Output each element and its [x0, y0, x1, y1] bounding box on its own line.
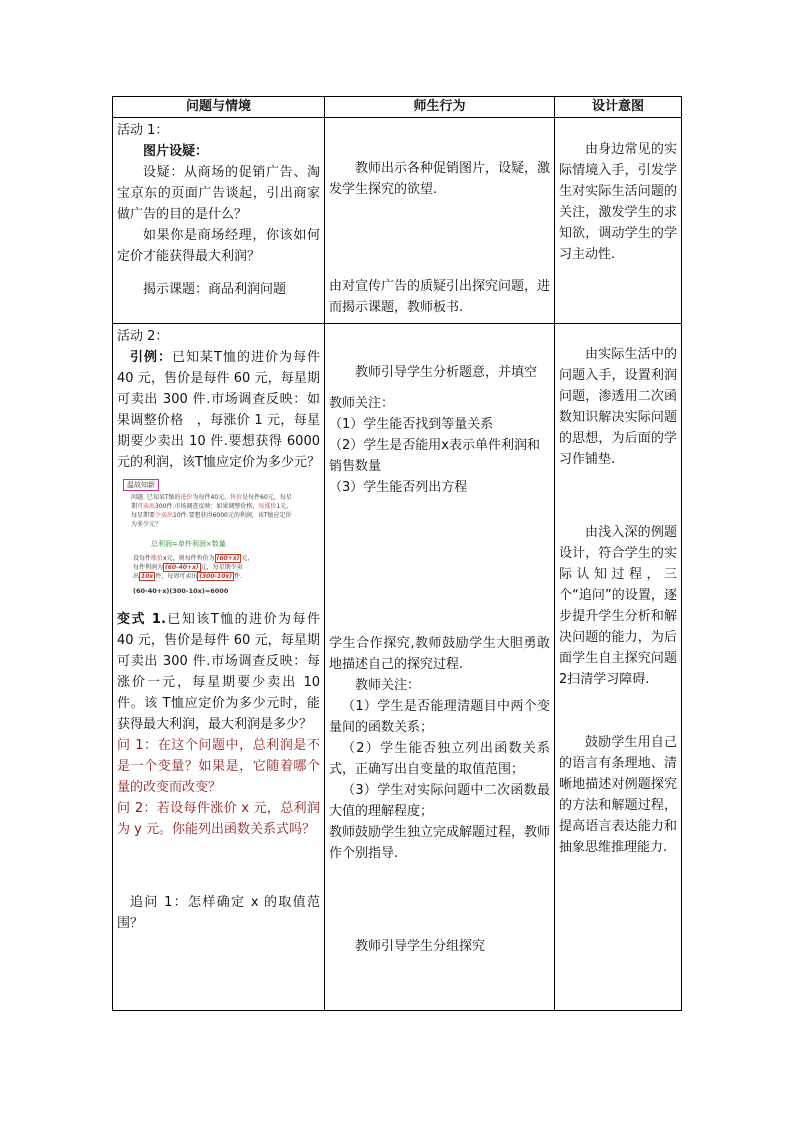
teacher-focus-label-2: 教师关注：	[355, 678, 421, 693]
table-row-activity-2	[113, 324, 682, 1011]
variant-text: 已知该T恤的进价为每件 40 元，售价是每件 60 元，每星期可卖出 300 件.市场调查反映：每涨价一元，每星期要少卖出 10 件。该 T恤应定价为多少元时，能获得最大利润，最大利润是多少？	[117, 612, 320, 732]
teacher-solo-guidance: 教师鼓励学生独立完成解题过程，教师作个别指导.	[329, 825, 551, 861]
activity-1-question-1: 设疑：从商场的促销广告、淘宝京东的页面广告谈起，引出商家做广告的目的是什么？	[117, 165, 320, 222]
activity-2-problem-cell	[113, 324, 325, 1011]
slide-line-4: (60-40+x)(300-10x)=6000	[133, 587, 229, 595]
slide-line-2: 每件利润为 (60-40+x) 元，每星期少卖	[133, 564, 243, 571]
teacher-guide-text: 教师引导学生分析题意，并填空	[355, 365, 538, 380]
activity-2-title: 活动 2：	[117, 329, 169, 344]
activity-1-intent: 由身边常见的实际情境入手，引发学生对实际生活问题的关注，激发学生的求知欲，调动学生的学习主动性.	[559, 142, 677, 262]
variant-label: 变式 1.	[117, 612, 166, 627]
activity-2-intent-2: 由浅入深的例题设计，符合学生的实际认知过程，三个“追问”的设置，逐步提升学生分析和解决问题的能力，为后面学生自主探究问题2扫清学习障碍.	[559, 525, 677, 687]
slide-tag: 温故知新	[123, 479, 159, 491]
activity-1-teacher-text-1: 教师出示各种促销图片，设疑，激发学生探究的欲望.	[329, 161, 551, 197]
activity-1-subtitle: 图片设疑：	[143, 144, 209, 159]
teacher-group-guidance: 教师引导学生分组探究	[355, 939, 486, 954]
table-header-row	[113, 97, 682, 118]
focus-point-q3: （3）学生对实际问题中二次函数最大值的理解程度；	[329, 783, 550, 819]
review-slide-image	[121, 479, 297, 605]
header-problem-context: 问题与情境	[113, 97, 325, 118]
slide-line-3: 出 10x 件，每周可卖出 (300-10x) 件.	[133, 573, 242, 580]
lesson-plan-table	[112, 96, 682, 1011]
slide-equation: 总利润=单件利润×数量	[151, 540, 226, 548]
focus-point-1: （1）学生能否找到等量关系	[329, 417, 494, 432]
focus-point-2: （2）学生是否能用x表示单件利润和销售数量	[329, 438, 540, 474]
activity-2-intent-3: 鼓励学生用自己的语言有条理地、清晰地描述对例题探究的方法和解题过程，提高语言表达能力和抽象思维推理能力.	[559, 735, 677, 855]
activity-1-question-2: 如果你是商场经理，你该如何定价才能获得最大利润？	[117, 228, 320, 264]
activity-2-intent-cell	[555, 324, 682, 1011]
question-1: 问 1：在这个问题中，总利润是不是一个变量？如果是，它随着哪个量的改变而改变？	[117, 738, 320, 795]
activity-1-teacher-text-2: 由对宣传广告的质疑引出探究问题，进而揭示课题，教师板书.	[329, 279, 551, 315]
teacher-focus-label: 教师关注：	[329, 396, 395, 411]
activity-1-intent-cell	[555, 118, 682, 324]
focus-point-q2: （2）学生能否独立列出函数关系式，正确写出自变量的取值范围；	[329, 741, 550, 777]
activity-1-behavior-cell	[325, 118, 555, 324]
focus-point-q1: （1）学生是否能理清题目中两个变量间的函数关系；	[329, 699, 550, 735]
activity-1-topic: 揭示课题：商品利润问题	[143, 282, 287, 297]
cooperation-text: 学生合作探究,教师鼓励学生大胆勇敢地描述自己的探究过程.	[329, 636, 550, 672]
activity-2-behavior-cell	[325, 324, 555, 1011]
question-2: 问 2：若设每件涨价 x 元，总利润为 y 元。你能列出函数关系式吗？	[117, 801, 320, 837]
slide-problem-text: 问题. 已知某T恤的进价为每件40元，售价是每件60元，每星期可卖出300件.市场调查反映：如果调整价格，每涨价1元，每星期要少卖出10件.要想获得6000元的利润，该T恤应定价为多少元？	[131, 494, 293, 528]
focus-point-3: （3）学生能否列出方程	[329, 480, 468, 495]
slide-line-1: 设每件涨价x元，则每件售价为 (60+x) 元，	[133, 555, 254, 562]
activity-1-title: 活动 1：	[117, 123, 169, 138]
header-design-intent: 设计意图	[555, 97, 682, 118]
example-label: 引例：	[130, 350, 173, 365]
header-teacher-student-behavior: 师生行为	[325, 97, 555, 118]
table-row-activity-1	[113, 118, 682, 324]
activity-1-problem-cell	[113, 118, 325, 324]
activity-2-intent-1: 由实际生活中的问题入手，设置利润问题，渗透用二次函数知识解决实际问题的思想，为后面的学习作铺垫.	[559, 347, 677, 467]
example-text: 已知某T恤的进价为每件 40 元，售价是每件 60 元，每星期可卖出 300 件.市场调查反映：如果调整价格 ，每涨价 1 元，每星期要少卖出 10 件.要想获得 6000 元的利润，该T恤应定价为多少元？	[117, 350, 320, 470]
followup-question-1: 追问 1：怎样确定 x 的取值范围？	[117, 895, 320, 931]
